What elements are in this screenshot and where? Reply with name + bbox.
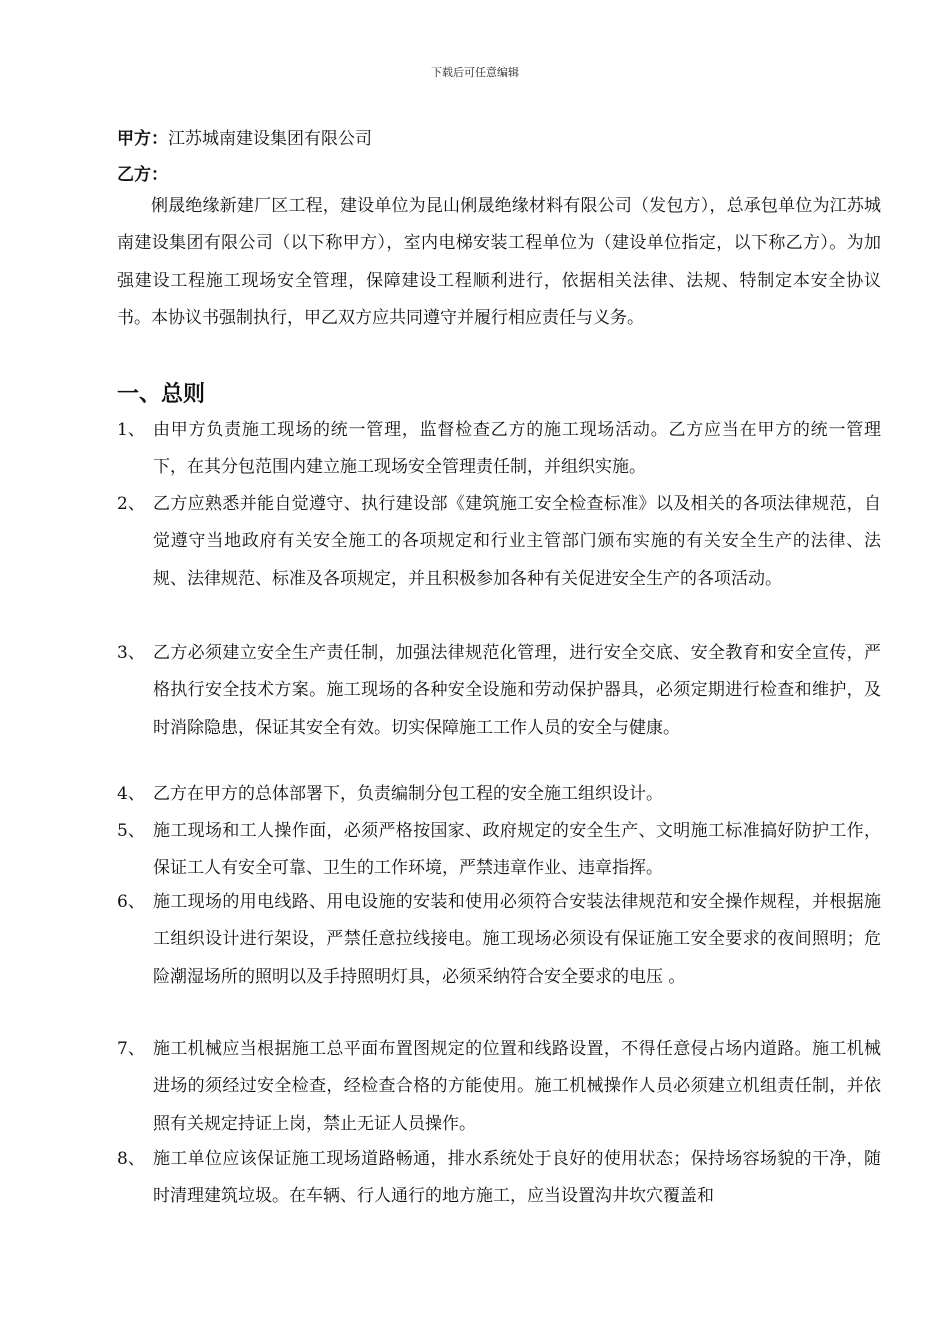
list-item	[117, 776, 881, 813]
list-item	[117, 1031, 881, 1143]
item-number: 7、	[117, 1039, 145, 1059]
item-number: 8、	[117, 1149, 145, 1169]
item-number: 5、	[117, 821, 145, 841]
item-text: 施工机械应当根据施工总平面布置图规定的位置和线路设置，不得任意侵占场内道路。施工机械进场的须经过安全检查，经检查合格的方能使用。施工机械操作人员必须建立机组责任制，并依照有关规定持证上岗，禁止无证人员操作。	[153, 1039, 881, 1134]
intro-paragraph: 俐晟绝缘新建厂区工程，建设单位为昆山俐晟绝缘材料有限公司（发包方），总承包单位为江苏城南建设集团有限公司（以下称甲方），室内电梯安装工程单位为（建设单位指定，以下称乙方）。为加强建设工程施工现场安全管理，保障建设工程顺利进行，依据相关法律、法规、特制定本安全协议书。本协议书强制执行，甲乙双方应共同遵守并履行相应责任与义务。	[117, 196, 881, 328]
item-number: 6、	[117, 892, 145, 912]
item-text: 乙方必须建立安全生产责任制，加强法律规范化管理，进行安全交底、安全教育和安全宣传，严格执行安全技术方案。施工现场的各种安全设施和劳动保护器具，必须定期进行检查和维护，及时消除隐患，保证其安全有效。切实保障施工工作人员的安全与健康。	[153, 643, 881, 738]
list-item	[117, 1141, 881, 1216]
item-text: 由甲方负责施工现场的统一管理，监督检查乙方的施工现场活动。乙方应当在甲方的统一管理下，在其分包范围内建立施工现场安全管理责任制，并组织实施。	[153, 420, 881, 478]
item-text: 乙方应熟悉并能自觉遵守、执行建设部《建筑施工安全检查标准》以及相关的各项法律规范，自觉遵守当地政府有关安全施工的各项规定和行业主管部门颁布实施的有关安全生产的法律、法规、法律规范、标准及各项规定，并且积极参加各种有关促进安全生产的各项活动。	[153, 494, 881, 589]
item-number: 4、	[117, 784, 145, 804]
item-text: 乙方在甲方的总体部署下，负责编制分包工程的安全施工组织设计。	[153, 784, 663, 804]
list-item	[117, 635, 881, 747]
party-a-value: 江苏城南建设集团有限公司	[168, 129, 372, 149]
item-number: 1、	[117, 420, 145, 440]
item-text: 施工现场和工人操作面，必须严格按国家、政府规定的安全生产、文明施工标准搞好防护工作，保证工人有安全可靠、卫生的工作环境，严禁违章作业、违章指挥。	[153, 821, 881, 879]
list-item	[117, 412, 881, 487]
page-header-note: 下载后可任意编辑	[431, 66, 519, 79]
list-item	[117, 813, 881, 888]
list-item	[117, 486, 881, 598]
party-b-label: 乙方：	[117, 165, 168, 185]
item-text: 施工现场的用电线路、用电设施的安装和使用必须符合安装法律规范和安全操作规程，并根据施工组织设计进行架设，严禁任意拉线接电。施工现场必须设有保证施工安全要求的夜间照明；危险潮湿场所的照明以及手持照明灯具，必须采纳符合安全要求的电压 。	[153, 892, 881, 987]
party-a-line	[117, 129, 372, 149]
list-item	[117, 884, 881, 996]
section-title-general: 一、总则	[117, 382, 206, 407]
item-text: 施工单位应该保证施工现场道路畅通，排水系统处于良好的使用状态；保持场容场貌的干净，随时清理建筑垃圾。在车辆、行人通行的地方施工，应当设置沟井坎穴覆盖和	[153, 1149, 881, 1207]
item-number: 2、	[117, 494, 145, 514]
party-a-label: 甲方：	[117, 129, 168, 149]
item-number: 3、	[117, 643, 145, 663]
party-b-line	[117, 165, 168, 185]
